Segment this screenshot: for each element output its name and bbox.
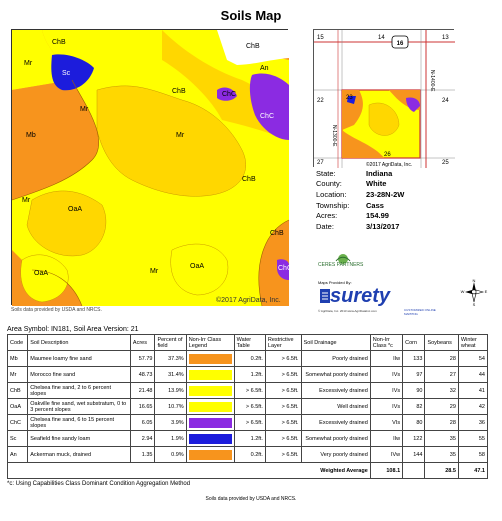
table-cell-wheat: 36 xyxy=(458,415,487,431)
info-row xyxy=(316,179,404,190)
table-cell-pct: 37.3% xyxy=(155,351,186,367)
table-cell-pct: 10.7% xyxy=(155,399,186,415)
table-row xyxy=(8,367,488,383)
soils-map[interactable] xyxy=(11,29,293,305)
table-cell-desc: Oakville fine sand, wet substratum, 0 to 3 percent slopes xyxy=(28,399,131,415)
table-cell-acres: 48.73 xyxy=(130,367,155,383)
table-cell-water: 1.2ft. xyxy=(234,431,265,447)
table-cell-corn: 90 xyxy=(403,383,425,399)
map-label: ChC xyxy=(278,265,293,272)
footer-source: Soils data provided by USDA and NRCS. xyxy=(205,496,297,502)
table-cell-cls: IVs xyxy=(370,383,402,399)
column-header: Percent of field xyxy=(155,335,186,351)
section-number: 26 xyxy=(384,152,391,158)
section-number: 15 xyxy=(317,35,324,41)
road-badge: 16 xyxy=(396,41,404,47)
table-cell-wheat: 42 xyxy=(458,399,487,415)
table-cell-soy: 28 xyxy=(425,415,458,431)
section-number: 14 xyxy=(378,35,385,41)
weighted-average-row xyxy=(8,463,488,479)
table-cell-soy: 28 xyxy=(425,351,458,367)
table-cell-drain: Somewhat poorly drained xyxy=(301,431,370,447)
map-label: An xyxy=(260,65,269,72)
table-cell-color xyxy=(186,383,234,399)
map-label: Sc xyxy=(62,70,71,77)
table-cell-color xyxy=(186,431,234,447)
table-cell-acres: 57.79 xyxy=(130,351,155,367)
info-value: Cass xyxy=(366,200,384,210)
table-cell-wheat: 58 xyxy=(458,447,487,463)
table-cell-water: 0.2ft. xyxy=(234,447,265,463)
table-cell-pct: 1.9% xyxy=(155,431,186,447)
column-header: Non-Irr Class Legend xyxy=(186,335,234,351)
road-label: N-1400-E xyxy=(429,70,435,92)
table-cell-pct: 3.9% xyxy=(155,415,186,431)
table-cell-water: 1.2ft. xyxy=(234,367,265,383)
class-legend-swatch xyxy=(189,386,232,396)
column-header: Non-Irr Class *c xyxy=(370,335,402,351)
locator-map-canvas xyxy=(314,30,455,168)
table-cell-acres: 21.48 xyxy=(130,383,155,399)
info-value: 154.99 xyxy=(366,211,389,221)
north-arrow-icon xyxy=(461,278,487,306)
table-cell-soy: 32 xyxy=(425,383,458,399)
table-cell-restrict: > 6.5ft. xyxy=(265,399,301,415)
table-cell-drain: Well drained xyxy=(301,399,370,415)
soils-table-body xyxy=(8,351,488,479)
map-label: Mr xyxy=(80,106,89,113)
table-cell-corn: 144 xyxy=(403,447,425,463)
info-label: County: xyxy=(316,179,342,189)
map-label: ChB xyxy=(172,88,186,95)
table-cell-restrict: > 6.5ft. xyxy=(265,447,301,463)
class-legend-swatch xyxy=(189,354,232,364)
info-row xyxy=(316,200,404,211)
table-cell-soy: 35 xyxy=(425,431,458,447)
info-label: Acres: xyxy=(316,211,338,221)
table-cell-acres: 1.35 xyxy=(130,447,155,463)
table-cell-water: > 6.5ft. xyxy=(234,415,265,431)
map-label: Mr xyxy=(176,132,185,139)
class-legend-swatch xyxy=(189,450,232,460)
column-header: Winter wheat xyxy=(458,335,487,351)
table-cell-desc: Chelsea fine sand, 6 to 15 percent slopes xyxy=(28,415,131,431)
map-label: Mb xyxy=(26,132,36,139)
column-header: Restrictive Layer xyxy=(265,335,301,351)
map-label: Mr xyxy=(22,197,31,204)
map-label: Mr xyxy=(24,60,33,67)
table-cell-wheat: 44 xyxy=(458,367,487,383)
table-cell-restrict: > 6.5ft. xyxy=(265,351,301,367)
locator-copyright: ©2017 AgriData, Inc. xyxy=(366,162,413,168)
table-row xyxy=(8,399,488,415)
section-number: 25 xyxy=(442,160,449,166)
table-cell-desc: Maumee loamy fine sand xyxy=(28,351,131,367)
soils-table xyxy=(7,334,488,479)
info-label: State: xyxy=(316,168,336,178)
road-label: N-1300-E xyxy=(331,125,337,147)
section-number: 13 xyxy=(442,35,449,41)
map-label: OaA xyxy=(68,206,83,213)
map-label: ChC xyxy=(260,113,275,120)
table-cell-code: Mr xyxy=(8,367,28,383)
table-cell-cls: IIw xyxy=(370,351,402,367)
column-header: Acres xyxy=(130,335,155,351)
table-cell-restrict: > 6.5ft. xyxy=(265,367,301,383)
table-header-row xyxy=(8,335,488,351)
locator-map[interactable] xyxy=(313,29,454,167)
info-value: Indiana xyxy=(366,168,393,178)
table-cell-corn: 97 xyxy=(403,367,425,383)
logos xyxy=(316,252,488,314)
table-cell-code: ChC xyxy=(8,415,28,431)
compass-letter: W xyxy=(460,289,465,294)
table-cell-drain: Poorly drained xyxy=(301,351,370,367)
table-cell-water: > 6.5ft. xyxy=(234,399,265,415)
table-cell-water: 0.2ft. xyxy=(234,351,265,367)
section-number: 24 xyxy=(442,98,449,104)
table-cell-corn: 82 xyxy=(403,399,425,415)
table-cell-desc: Ackerman muck, drained xyxy=(28,447,131,463)
info-row xyxy=(316,168,404,179)
table-cell-color xyxy=(186,351,234,367)
weighted-average-corn xyxy=(403,463,425,479)
info-value: 23-28N-2W xyxy=(366,189,405,199)
table-row xyxy=(8,383,488,399)
table-cell-acres: 2.94 xyxy=(130,431,155,447)
map-source: Soils data provided by USDA and NRCS. xyxy=(11,307,102,313)
table-cell-cls: IVs xyxy=(370,399,402,415)
map-label: ChB xyxy=(52,39,66,46)
surety-tagline: CUSTOMIZED ONLINE MAPPING xyxy=(404,308,436,316)
table-row xyxy=(8,415,488,431)
table-cell-code: OaA xyxy=(8,399,28,415)
table-cell-soy: 29 xyxy=(425,399,458,415)
info-label: Location: xyxy=(316,189,347,199)
table-cell-code: ChB xyxy=(8,383,28,399)
table-cell-drain: Somewhat poorly drained xyxy=(301,367,370,383)
class-legend-swatch xyxy=(189,434,232,444)
map-copyright: ©2017 AgriData, Inc. xyxy=(216,297,281,304)
table-cell-desc: Morocco fine sand xyxy=(28,367,131,383)
map-label: Mr xyxy=(150,268,159,275)
table-cell-cls: IVw xyxy=(370,447,402,463)
table-row xyxy=(8,351,488,367)
map-label: ChB xyxy=(246,43,260,50)
map-label: OaA xyxy=(190,263,205,270)
table-cell-corn: 122 xyxy=(403,431,425,447)
table-cell-soy: 35 xyxy=(425,447,458,463)
map-label: ChB xyxy=(242,176,256,183)
table-cell-cls: IIw xyxy=(370,431,402,447)
table-cell-restrict: > 6.5ft. xyxy=(265,383,301,399)
section-number: 27 xyxy=(317,160,324,166)
class-legend-swatch xyxy=(189,402,232,412)
table-cell-pct: 0.9% xyxy=(155,447,186,463)
table-cell-wheat: 55 xyxy=(458,431,487,447)
table-cell-desc: Seafield fine sandy loam xyxy=(28,431,131,447)
soils-map-canvas xyxy=(12,30,293,306)
compass-letter: N xyxy=(472,278,476,283)
info-row xyxy=(316,210,404,221)
table-cell-drain: Excessively drained xyxy=(301,415,370,431)
table-cell-drain: Very poorly drained xyxy=(301,447,370,463)
field-info xyxy=(316,168,404,232)
table-cell-color xyxy=(186,415,234,431)
footnote: *c: Using Capabilities Class Dominant Condition Aggregation Method xyxy=(7,481,191,487)
table-cell-restrict: > 6.5ft. xyxy=(265,431,301,447)
column-header: Soil Description xyxy=(28,335,131,351)
table-cell-acres: 6.05 xyxy=(130,415,155,431)
column-header: Soil Drainage xyxy=(301,335,370,351)
table-cell-cls: IVs xyxy=(370,367,402,383)
table-row xyxy=(8,447,488,463)
table-cell-wheat: 54 xyxy=(458,351,487,367)
table-cell-corn: 133 xyxy=(403,351,425,367)
table-cell-corn: 80 xyxy=(403,415,425,431)
table-cell-cls: VIs xyxy=(370,415,402,431)
table-cell-color xyxy=(186,447,234,463)
powered-by: Maps Provided By: xyxy=(318,280,352,285)
class-legend-swatch xyxy=(189,370,232,380)
map-label: OaA xyxy=(34,270,49,277)
table-cell-color xyxy=(186,399,234,415)
area-symbol: Area Symbol: IN181, Soil Area Version: 21 xyxy=(7,326,139,333)
compass-letter: E xyxy=(484,289,488,294)
section-number: 22 xyxy=(317,98,324,104)
class-legend-swatch xyxy=(189,418,232,428)
agridata-web: © AgriData, Inc. 2013 www.AgriDataInc.com xyxy=(318,309,377,313)
table-cell-color xyxy=(186,367,234,383)
info-row xyxy=(316,189,404,200)
table-cell-restrict: > 6.5ft. xyxy=(265,415,301,431)
weighted-average-label: Weighted Average xyxy=(8,463,371,479)
table-cell-wheat: 41 xyxy=(458,383,487,399)
weighted-average-wheat: 47.1 xyxy=(458,463,487,479)
table-cell-code: An xyxy=(8,447,28,463)
column-header: Water Table xyxy=(234,335,265,351)
page-title: Soils Map xyxy=(220,8,282,23)
column-header: Soybeans xyxy=(425,335,458,351)
surety-logo: surety xyxy=(330,285,391,307)
info-label: Township: xyxy=(316,200,350,210)
column-header: Code xyxy=(8,335,28,351)
table-cell-code: Mb xyxy=(8,351,28,367)
table-row xyxy=(8,431,488,447)
ceres-logo-text: CERES PARTNERS xyxy=(318,262,364,268)
map-label: ChB xyxy=(270,230,284,237)
map-label: ChC xyxy=(222,91,237,98)
table-cell-code: Sc xyxy=(8,431,28,447)
weighted-average-soy: 28.5 xyxy=(425,463,458,479)
column-header: Corn xyxy=(403,335,425,351)
compass-letter: S xyxy=(472,302,476,307)
table-cell-soy: 27 xyxy=(425,367,458,383)
table-cell-water: > 6.5ft. xyxy=(234,383,265,399)
info-value: 3/13/2017 xyxy=(366,221,400,231)
table-cell-acres: 16.65 xyxy=(130,399,155,415)
weighted-average-cls: 108.1 xyxy=(370,463,402,479)
info-label: Date: xyxy=(316,221,334,231)
info-row xyxy=(316,221,404,232)
table-cell-pct: 13.9% xyxy=(155,383,186,399)
table-cell-desc: Chelsea fine sand, 2 to 6 percent slopes xyxy=(28,383,131,399)
info-value: White xyxy=(366,179,387,189)
table-cell-pct: 31.4% xyxy=(155,367,186,383)
section-number: 23 xyxy=(346,95,353,101)
table-cell-drain: Excessively drained xyxy=(301,383,370,399)
